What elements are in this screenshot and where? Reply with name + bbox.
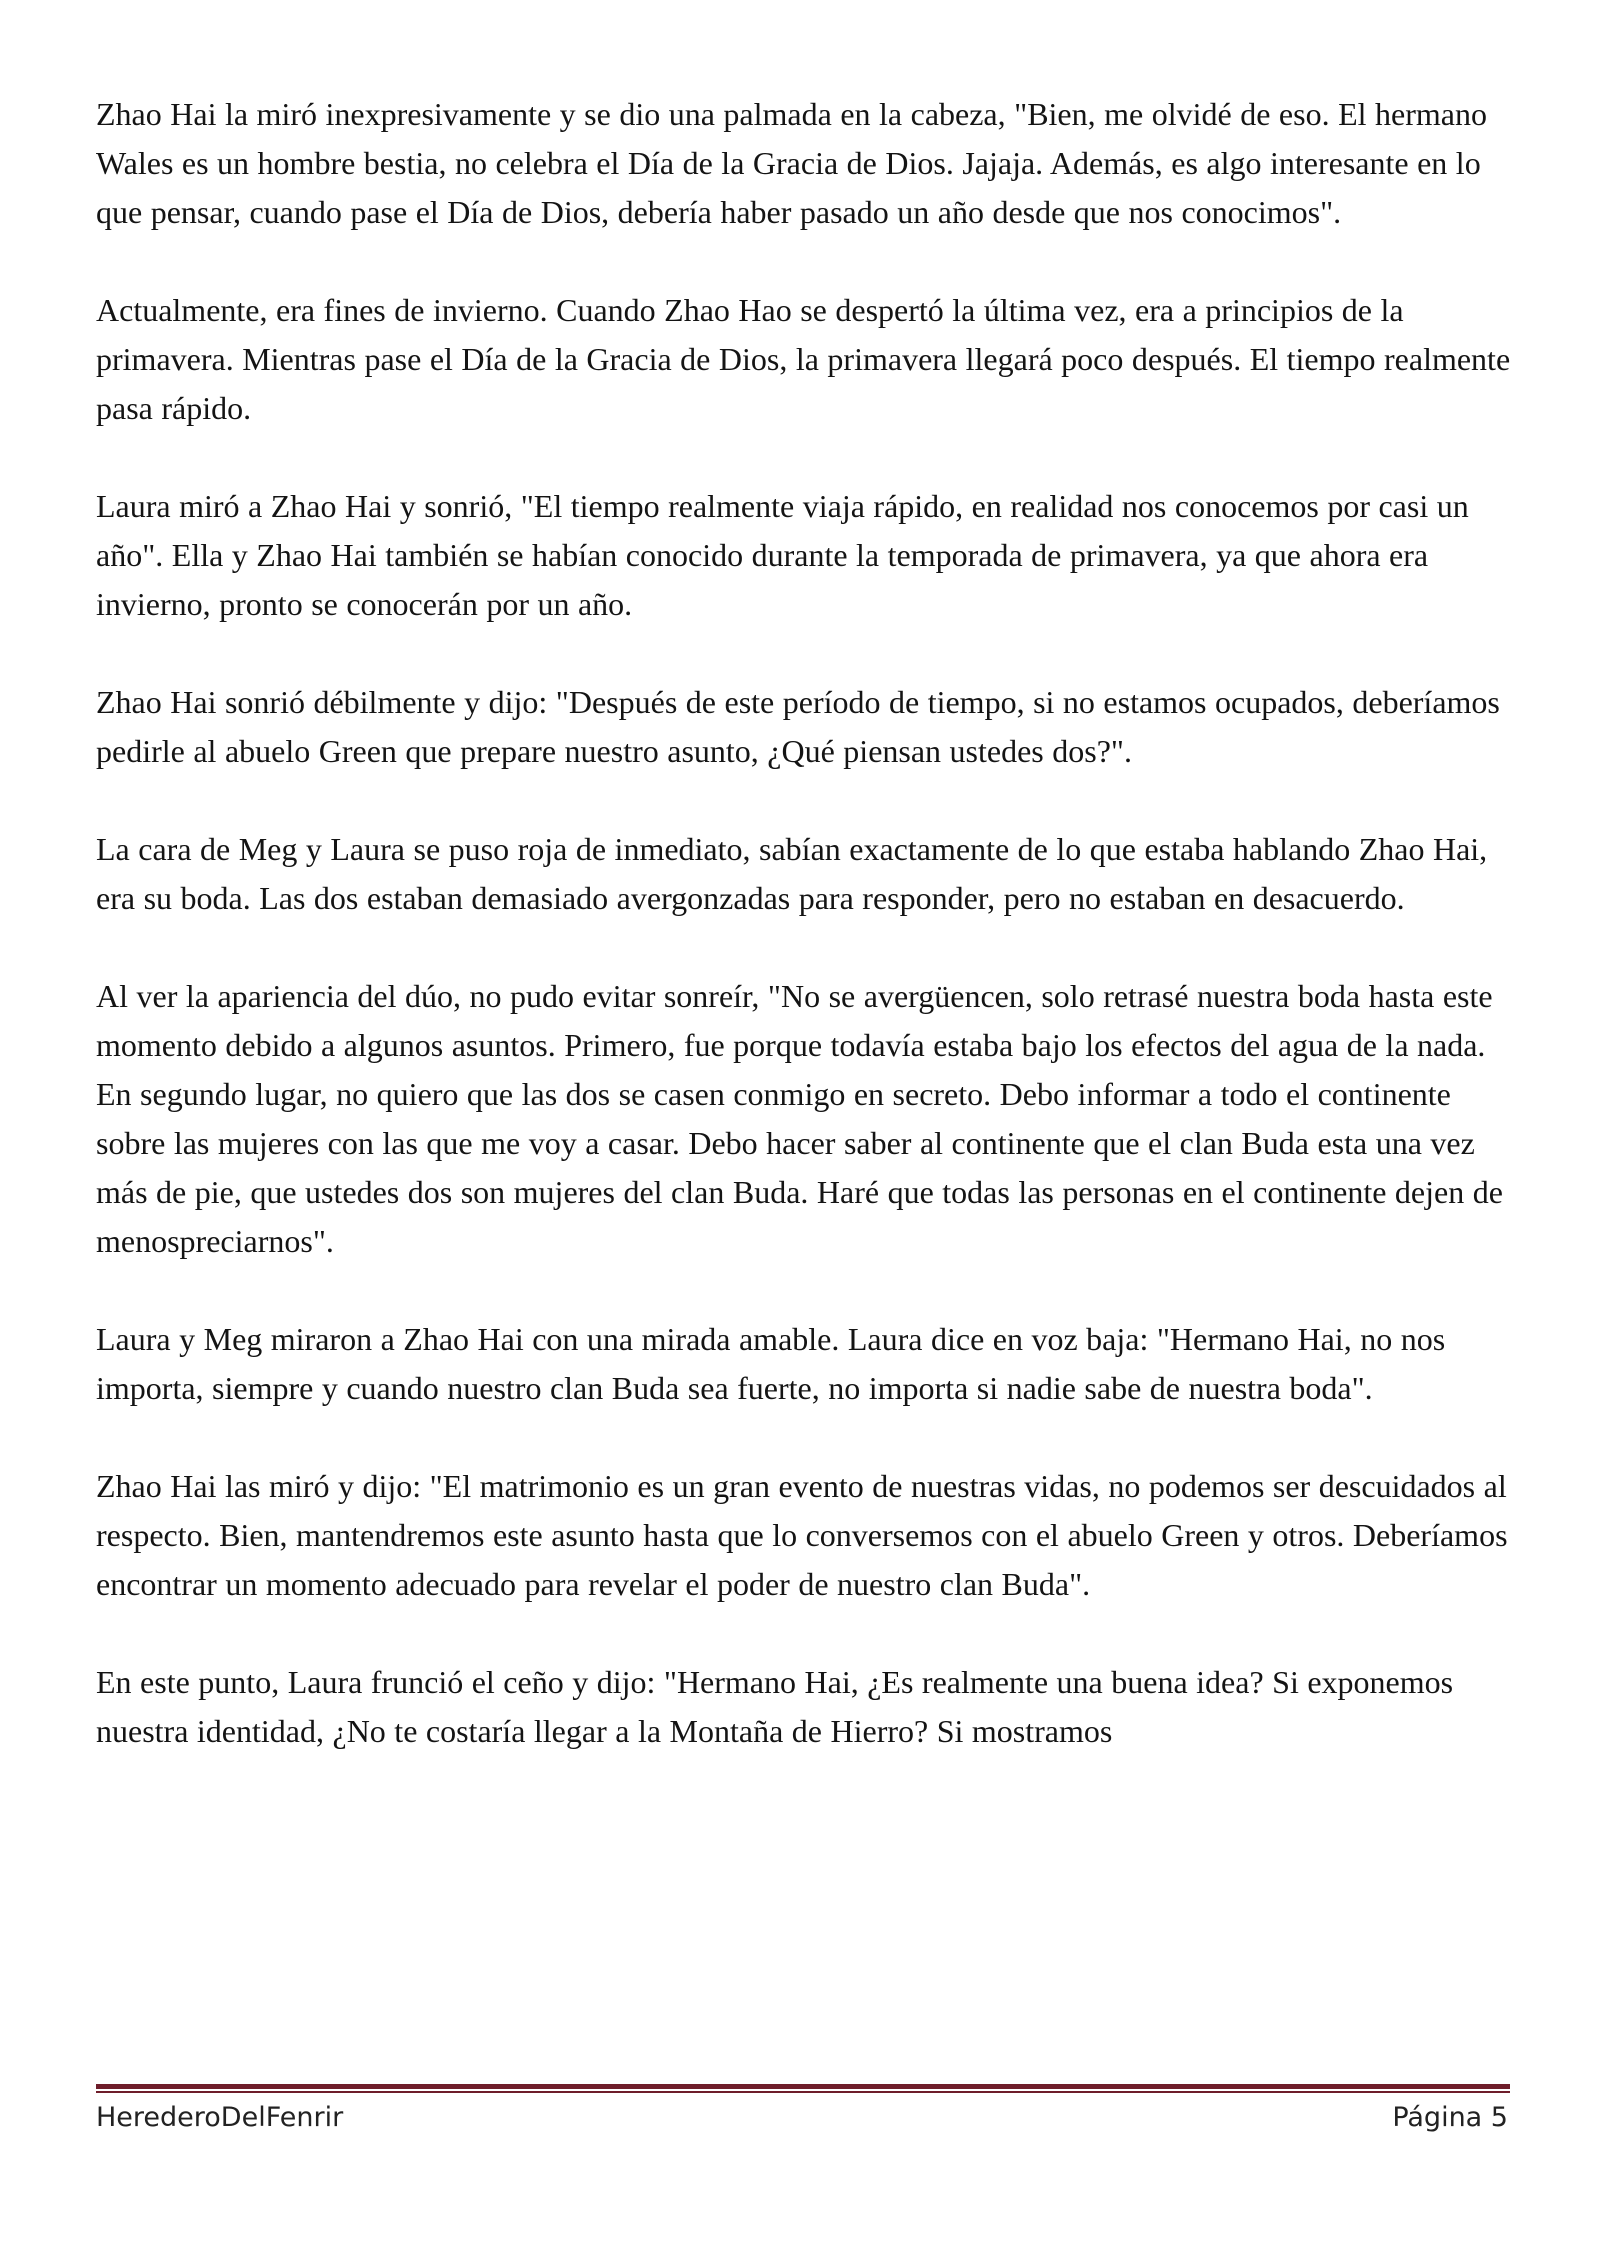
- footer-divider-thin: [96, 2091, 1510, 2093]
- paragraph-7: Laura y Meg miraron a Zhao Hai con una mirada amable. Laura dice en voz baja: "Hermano Hai, no nos importa, siempre y cuando nuestro clan Buda sea fuerte, no importa si nadie sabe de nuestra boda".: [96, 1321, 1446, 1406]
- paragraph-1: Zhao Hai la miró inexpresivamente y se dio una palmada en la cabeza, "Bien, me olvidé de eso. El hermano Wales es un hombre bestia, no celebra el Día de la Gracia de Dios. Jajaja. Además, es algo interesante en lo que pensar, cuando pase el Día de Dios, debería haber pasado un año desde que nos conocimos".: [96, 96, 1487, 230]
- paragraph-6: Al ver la apariencia del dúo, no pudo evitar sonreír, "No se avergüencen, solo retrasé nuestra boda hasta este momento debido a algunos asuntos. Primero, fue porque todavía estaba bajo los efectos del agua de la nada. En segundo lugar, no quiero que las dos se casen conmigo en secreto. Debo informar a todo el continente sobre las mujeres con las que me voy a casar. Debo hacer saber al continente que el clan Buda esta una vez más de pie, que ustedes dos son mujeres del clan Buda. Haré que todas las personas en el continente dejen de menospreciarnos".: [96, 978, 1503, 1259]
- footer-page-number: Página 5: [1392, 2102, 1508, 2133]
- paragraph-4: Zhao Hai sonrió débilmente y dijo: "Después de este período de tiempo, si no estamos ocupados, deberíamos pedirle al abuelo Green que prepare nuestro asunto, ¿Qué piensan ustedes dos?".: [96, 684, 1500, 769]
- paragraph-3: Laura miró a Zhao Hai y sonrió, "El tiempo realmente viaja rápido, en realidad nos conocemos por casi un año". Ella y Zhao Hai también se habían conocido durante la temporada de primavera, ya que ahora era invierno, pronto se conocerán por un año.: [96, 488, 1469, 622]
- page-body: [96, 90, 1516, 1805]
- paragraph-8: Zhao Hai las miró y dijo: "El matrimonio es un gran evento de nuestras vidas, no podemos ser descuidados al respecto. Bien, mantendremos este asunto hasta que lo conversemos con el abuelo Green y otros. Deberíamos encontrar un momento adecuado para revelar el poder de nuestro clan Buda".: [96, 1468, 1508, 1602]
- footer-author: HerederoDelFenrir: [96, 2102, 344, 2133]
- paragraph-2: Actualmente, era fines de invierno. Cuando Zhao Hao se despertó la última vez, era a principios de la primavera. Mientras pase el Día de la Gracia de Dios, la primavera llegará poco después. El tiempo realmente pasa rápido.: [96, 292, 1511, 426]
- paragraph-5: La cara de Meg y Laura se puso roja de inmediato, sabían exactamente de lo que estaba hablando Zhao Hai, era su boda. Las dos estaban demasiado avergonzadas para responder, pero no estaban en desacuerdo.: [96, 831, 1488, 916]
- footer-divider: [96, 2084, 1510, 2094]
- footer-divider-thick: [96, 2084, 1510, 2089]
- paragraph-9: En este punto, Laura frunció el ceño y dijo: "Hermano Hai, ¿Es realmente una buena idea? Si exponemos nuestra identidad, ¿No te costaría llegar a la Montaña de Hierro? Si mostramos: [96, 1664, 1454, 1749]
